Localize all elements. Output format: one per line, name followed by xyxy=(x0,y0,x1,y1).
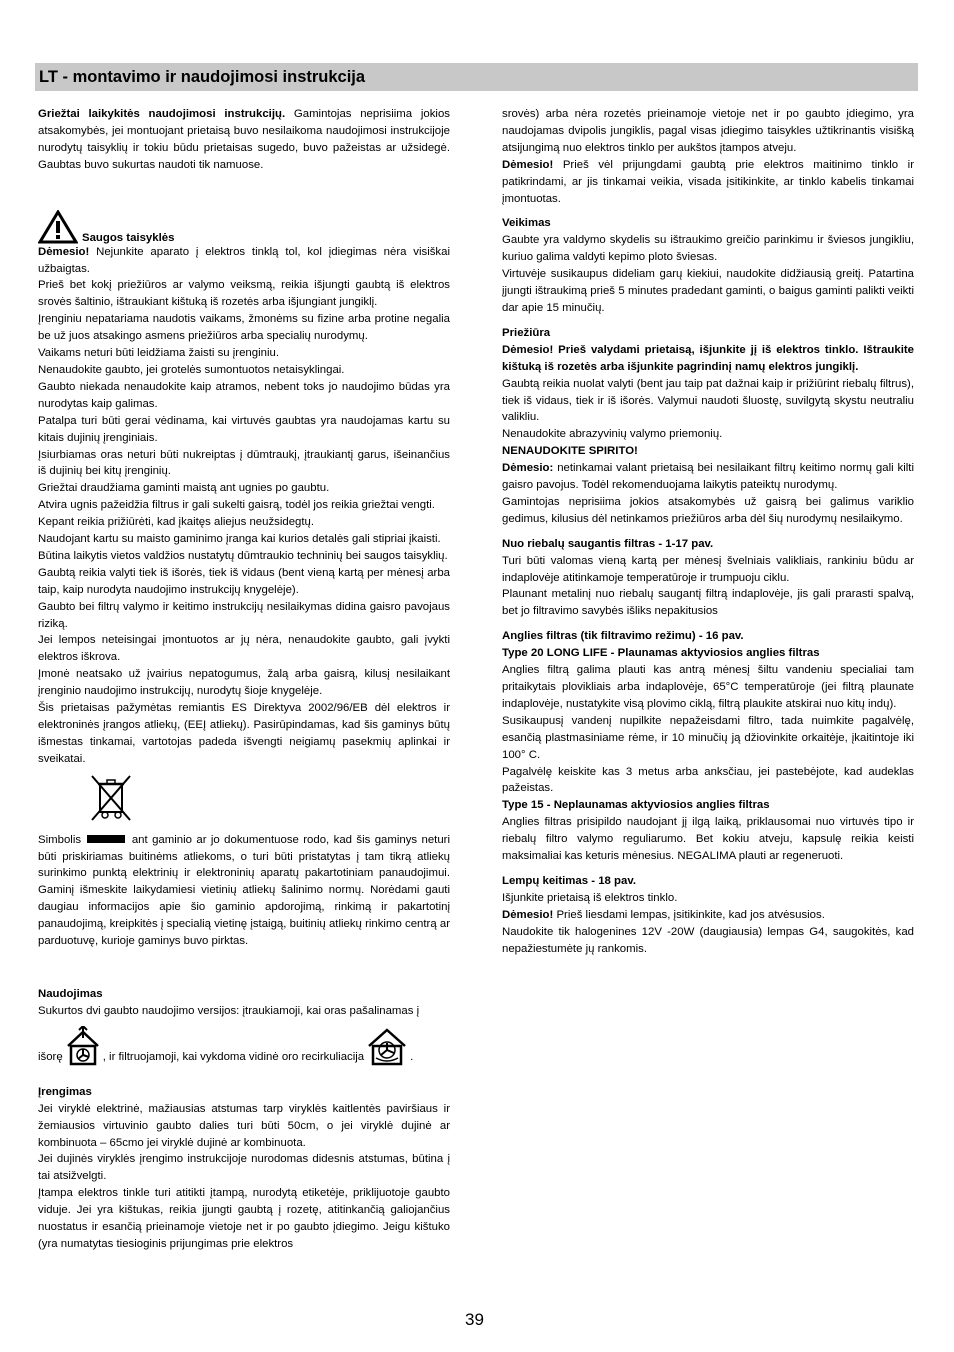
safety-item: Naudojant kartu su maisto gaminimo įranga kai kurios detalės gali stipriai įkaisti. xyxy=(38,533,441,546)
right-column xyxy=(502,106,914,958)
lamp-item: Naudokite tik halogenines 12V -20W (daugiausia) lempas G4, saugokitės, kad nepažiestumėte jų rankomis. xyxy=(502,925,914,955)
section-header xyxy=(35,63,918,91)
ducted-mode-icon xyxy=(65,1026,101,1066)
attention-label: Dėmesio! xyxy=(38,245,90,258)
usage-title: Naudojimas xyxy=(38,987,103,1000)
symbol-paragraph xyxy=(38,832,450,950)
attention-text: netinkamai valant prietaisą bei nesilaikant filtrų keitimo normų gali kilti gaisro pavojus. Todėl rekomenduojama laikytis pateiktų nurodymų. xyxy=(502,462,914,492)
symbol-label: Simbolis xyxy=(38,833,82,846)
black-bar-symbol xyxy=(87,835,125,843)
usage-modes xyxy=(38,1020,450,1066)
maintenance-item: Gaubtą reikia nuolat valyti (bent jau taip pat dažnai kaip ir prižiūrint riebalų filtrus), tiek iš vidaus, tiek ir iš išorės. Valymui naudoti šluostę, suvilgytą skystu neutraliu valikliu. xyxy=(502,377,914,424)
operation-item: Gaubte yra valdymo skydelis su ištraukimo greičio parinkimu ir šviesos jungikliu, kuriuo galima valdyti kepimo ploto šviesas. xyxy=(502,234,914,264)
type15-title: Type 15 - Neplaunamas aktyviosios anglies filtras xyxy=(502,799,770,812)
attention-text: Prieš liesdami lempas, įsitikinkite, kad jos atvėsusios. xyxy=(553,908,825,921)
safety-item: Įmonė neatsako už įvairius nepatogumus, žalą arba gaisrą, kilusį nesilaikant įrenginio naudojimo instrukcijų, nurodytų šioje knygelėje. xyxy=(38,668,450,698)
safety-item: Gaubtą reikia valyti tiek iš išorės, tiek iš vidaus (bent vieną kartą per mėnesį arba taip, kaip nurodyta naudojimo instrukcijų knygelėje). xyxy=(38,566,450,596)
type20-item: Susikaupusį vandenį nupilkite nepažeisdami filtro, tada nuimkite pagalvėlę, esančią plastmasiniame rėme, ir 10 minučių ją džiovinkite orkaitėje, įkaitintoje iki 100° C. xyxy=(502,714,914,761)
page-number: 39 xyxy=(465,1310,484,1329)
type15-text: Anglies filtras prisipildo naudojant jį ilgą laiką, priklausomai nuo virtuvės tipo ir riebalų filtro valymo reguliarumo. Bet kokiu atveju, kapsulę reikia keisti maksimaliai kas keturis mėnesius. NEGALIMA plauti ar regeneruoti. xyxy=(502,816,914,863)
install-attention xyxy=(502,157,914,208)
type20-item: Anglies filtrą galima plauti kas antrą mėnesį šiltu vandeniu specialiai tam pritaikytais plovikliais arba indaplovėje, 65°C temperatūroje (jei filtrą plaunate indaplovėje, nustatykite visą plovimo ciklą, filtrą plaukite atskirai nuo kitų indų). xyxy=(502,664,914,710)
lamp-attention xyxy=(502,907,914,924)
type20-title: Type 20 LONG LIFE - Plaunamas aktyviosios anglies filtras xyxy=(502,647,820,660)
safety-item: Gaubto niekada nenaudokite kaip atramos, nebent toks jo naudojimo būdas yra nurodytas kaip galimas. xyxy=(38,380,450,410)
grease-filter-item: Plaunant metalinį nuo riebalų saugantį filtrą indaplovėje, jis gali prarasti spalvą, bet jo filtravimo savybės išliks nepakitusios xyxy=(502,588,914,618)
install-item: Jei dujinės viryklės įrengimo instrukcijoje nurodomas didesnis atstumas, būtina į tai atsižvelgti. xyxy=(38,1153,450,1183)
safety-title: Saugos taisyklės xyxy=(82,231,175,244)
lamp-title: Lempų keitimas - 18 pav. xyxy=(502,874,636,887)
safety-attention xyxy=(38,244,450,278)
intro-bold: Griežtai laikykitės naudojimosi instrukcijų. xyxy=(38,108,286,120)
install-item: Įtampa elektros tinkle turi atitikti įtampą, nurodytą etiketėje, priklijuotoje gaubto viduje. Jei yra kištukas, reikia įjungti gaubtą į rozetę, atitinkančią galiojančius nuostatus ir esančią prieinamoje vietoje net ir po gaubto įdiegimo. Jeigu kištuko (yra numatytas tiesioginis prijungimas prie elektros xyxy=(38,1187,450,1250)
maintenance-title: Priežiūra xyxy=(502,326,551,339)
attention-text: Prieš vėl prijungdami gaubtą prie elektros maitinimo tinklo ir patikrindami, ar jis tinkamai veikia, visada įsitikinkite, ar tinklo kabelis tinkamai įmontuotas. xyxy=(502,158,914,205)
no-spirit-warning: NENAUDOKITE SPIRITO! xyxy=(502,445,638,458)
safety-item: Vaikams neturi būti leidžiama žaisti su įrenginiu. xyxy=(38,347,279,360)
type20-item: Pagalvėlę keiskite kas 3 metus arba anksčiau, jei pastebėjote, kad audeklas pažeistas. xyxy=(502,765,914,795)
safety-item: Jei lempos neteisingai įmontuotos ar jų nėra, nenaudokite gaubto, gali įvykti elektros iškrova. xyxy=(38,634,450,664)
section-title: LT - montavimo ir naudojimosi instrukcija xyxy=(39,68,366,86)
maintenance-item: Nenaudokite abrazyvinių valymo priemonių. xyxy=(502,428,723,441)
grease-filter-title: Nuo riebalų saugantis filtras - 1-17 pav. xyxy=(502,537,714,550)
safety-item: Prieš bet kokį priežiūros ar valymo veiksmą, reikia išjungti gaubtą iš elektros srovės šaltinio, ištraukiant kištuką iš rozetės arba išjungiant jungiklį. xyxy=(38,279,450,309)
mode-filter-label: , ir filtruojamoji, kai vykdoma vidinė oro recirkuliacija xyxy=(102,1050,365,1063)
mode-end: . xyxy=(410,1050,414,1063)
maintenance-attention xyxy=(502,460,914,494)
safety-item: Patalpa turi būti gerai vėdinama, kai virtuvės gaubtas yra naudojamas kartu su kitais dujinių įrenginiais. xyxy=(38,414,450,444)
safety-item: Griežtai draudžiama gaminti maistą ant ugnies po gaubtu. xyxy=(38,482,330,495)
lamp-item: Išjunkite prietaisą iš elektros tinklo. xyxy=(502,891,678,904)
install-title: Įrengimas xyxy=(38,1085,92,1098)
safety-item: Atvira ugnis pažeidžia filtrus ir gali sukelti gaisrą, todėl jos reikia griežtai vengti. xyxy=(38,499,435,512)
attention-label: Dėmesio! xyxy=(502,158,554,171)
install-continued: srovės) arba nėra rozetės prieinamoje vietoje net ir po gaubto įdiegimo, yra naudojamas dvipolis jungiklis, pagal visas įdiegimo taisykles užtikrinantis visišką atsijungimą nuo elektros tinklo per aukštos įtampos atveju. xyxy=(502,108,914,154)
recirculation-mode-icon xyxy=(366,1026,408,1066)
operation-item: Virtuvėje susikaupus dideliam garų kiekiui, naudokite didžiausią greitį. Patartina įjungti ištraukimą prieš 5 minutes pradedant gaminti, o baigus gaminti palikti veikti dar apie 15 minučių. xyxy=(502,268,914,314)
grease-filter-item: Turi būti valomas vieną kartą per mėnesį švelniais valikliais, rankiniu būdu ar indaplovėje atitinkamoje temperatūroje ir trumpuoju ciklu. xyxy=(502,554,914,584)
maintenance-disclaimer: Gamintojas neprisiima jokios atsakomybės už gaisrą bei galimus variklio gedimus, kilusius dėl netinkamos priežiūros arba dėl šių nurodymų nesilaikymo. xyxy=(502,495,914,525)
maintenance-warning: Dėmesio! Prieš valydami prietaisą, išjunkite jį iš elektros tinklo. Ištraukite kištuką iš rozetės arba išjunkite pagrindinį namų elektros jungiklį. xyxy=(502,343,914,373)
safety-item: Būtina laikytis vietos valdžios nustatytų dūmtraukio techninių bei saugos taisyklių. xyxy=(38,549,448,562)
left-column xyxy=(38,106,450,1253)
attention-text: Nejunkite aparato į elektros tinklą tol, kol įdiegimas nėra visiškai užbaigtas. xyxy=(38,245,450,275)
safety-item: Įrenginiu nepatariama naudotis vaikams, žmonėms su fizine arba protine negalia be už juos atsakingo asmens priežiūros arba specialių nurodymų. xyxy=(38,313,450,343)
operation-title: Veikimas xyxy=(502,217,551,230)
safety-heading-row xyxy=(38,210,450,244)
safety-item: Šis prietaisas pažymėtas remiantis ES Direktyva 2002/96/EB dėl elektros ir elektroninės įrangos atliekų, (EEĮ atliekų). Pasirūpindamas, kad šis gaminys būtų išmestas tinkamai, vartotojas padeda išvengti neigiamų pasekmių aplinkai ir sveikatai. xyxy=(38,702,450,765)
mode-extraction-label: išorę xyxy=(38,1050,63,1063)
safety-item: Įsiurbiamas oras neturi būti nukreiptas į dūmtraukį, įtraukiantį garus, išeinančius iš dujinių bei kitų įrenginių. xyxy=(38,448,450,478)
safety-item: Kepant reikia prižiūrėti, kad įkaitęs aliejus neužsidegtų. xyxy=(38,516,315,529)
install-item: Jei viryklė elektrinė, mažiausias atstumas tarp viryklės kaitlentės paviršiaus ir žemiausios virtuvinio gaubto dalies turi būti 50cm, o jei viryklė dujinė ar kombinuota – 65cmo jei viryklė dujinė ar kombinuota. xyxy=(38,1102,450,1149)
safety-item: Gaubto bei filtrų valymo ir keitimo instrukcijų nesilaikymas didina gaisro pavojaus riziką. xyxy=(38,600,450,630)
warning-triangle-icon xyxy=(38,210,78,244)
usage-text: Sukurtos dvi gaubto naudojimo versijos: įtraukiamoji, kai oras pašalinamas į xyxy=(38,1004,420,1017)
attention-label: Dėmesio: xyxy=(502,462,554,475)
symbol-text: ant gaminio ar jo dokumentuose rodo, kad šis gaminys neturi būti priskiriamas buitinėms atliekoms, o turi būti pristatytas į tam tikrą atliekų surinkimo punktą elektrinių ir elektroninių aparatų pakartotiniam panaudojimui. Gaminį išmeskite laikydamiesi vietinių atliekų šalinimo normų. Norėdami gauti daugiau informacijos apie šio gaminio apdorojimą, rinkimą ir pakartotinį panaudojimą, kreipkitės į specialią vietinę įstaigą, buitinių atliekų rinkimo centrą ar parduotuvę, kurioje gaminys buvo pirktas. xyxy=(38,833,450,948)
carbon-filter-title: Anglies filtras (tik filtravimo režimu) - 16 pav. xyxy=(502,630,744,643)
intro-text: Gamintojas neprisiima jokios atsakomybės, jei montuojant prietaisą buvo nesilaikoma naudojimosi instrukcijoje nurodytų taisyklių ir tokiu būdu prietaisas sugedo, buvo pažeistas ar užsidegė. Gaubtas buvo sukurtas naudoti tik namuose. xyxy=(38,108,450,171)
intro-paragraph xyxy=(38,106,450,174)
crossed-bin-icon xyxy=(88,772,134,822)
safety-item: Nenaudokite gaubto, jei grotelės sumontuotos netaisyklingai. xyxy=(38,363,345,376)
attention-label: Dėmesio! xyxy=(502,908,554,921)
